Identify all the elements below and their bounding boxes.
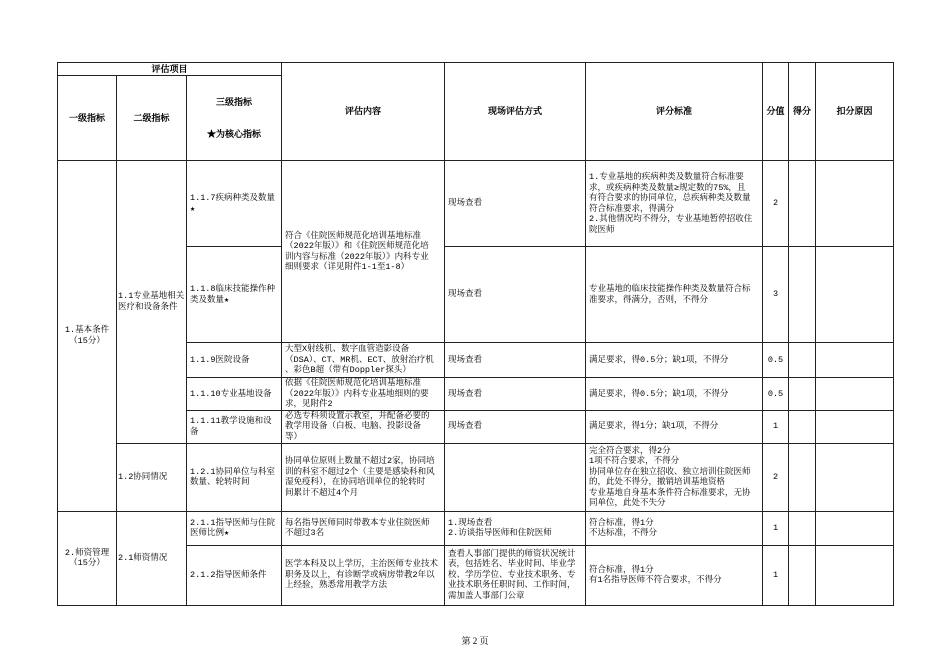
table-header xyxy=(58,63,894,161)
header-level3-indicator xyxy=(187,76,282,161)
header-row xyxy=(58,63,894,76)
header-level1-indicator: 一级指标 xyxy=(58,76,117,161)
scoring-criteria-cell: 专业基地的临床技能操作种类及数量符合标 准要求，得满分，否则，不得分 xyxy=(586,247,763,343)
scoring-criteria-cell: 符合标准，得1分 不达标准，不得分 xyxy=(586,511,763,545)
level3-indicator-cell: 1.2.1协同单位与科室 数量、轮转时间 xyxy=(187,443,282,511)
level3-indicator-cell: 1.1.10专业基地设备 xyxy=(187,378,282,411)
deduction-reason-cell xyxy=(816,511,894,545)
deduction-reason-cell xyxy=(816,410,894,443)
header-score: 得分 xyxy=(789,63,816,161)
evaluation-content-cell: 依据《住院医师规范化培训基地标准 （2022年版）》内科专业基地细则的要 求，见附件2 xyxy=(282,378,445,411)
assessment-method-cell: 现场查看 xyxy=(445,161,586,247)
points-cell: 2 xyxy=(763,161,789,247)
points-cell: 0.5 xyxy=(763,343,789,378)
score-cell xyxy=(789,545,816,605)
level2-medical-equipment-conditions: 1.1专业基地相关 医疗和设备条件 xyxy=(117,161,187,444)
evaluation-sheet xyxy=(57,62,893,606)
level1-basic-conditions: 1.基本条件 （15分） xyxy=(58,161,117,512)
evaluation-content-cell: 符合《住院医师规范化培训基地标准 （2022年版）》和《住院医师规范化培 训内容与标准（2022年版）》内科专业 细则要求（详见附件1-1至1-8） xyxy=(282,161,445,343)
header-scoring-criteria: 评分标准 xyxy=(586,63,763,161)
points-cell: 1 xyxy=(763,410,789,443)
assessment-method-cell: 现场查看 xyxy=(445,343,586,378)
score-cell xyxy=(789,378,816,411)
scoring-criteria-cell: 1.专业基地的疾病种类及数量符合标准要 求，或疾病种类及数量≥规定数的75%，且 有符合要求的协同单位，总疾病种类及数量 符合标准要求，得满分 2.其他情况均不得分，专业基地暂停招收住 院医师 xyxy=(586,161,763,247)
deduction-reason-cell xyxy=(816,443,894,511)
scoring-criteria-cell: 符合标准，得1分 有1名指导医师不符合要求，不得分 xyxy=(586,545,763,605)
header-level3-label: 三级指标 xyxy=(216,97,253,107)
deduction-reason-cell xyxy=(816,161,894,247)
header-core-indicator-note: ★为核心指标 xyxy=(207,128,262,139)
assessment-method-cell: 查看人事部门提供的师资状况统计 表，包括姓名、毕业时间、毕业学 校、学历学位、专业技术职务、专 业技术职务任职时间、工作时间， 需加盖人事部门公章 xyxy=(445,545,586,605)
header-evaluation-items: 评估项目 xyxy=(58,63,282,76)
header-level2-indicator: 二级指标 xyxy=(117,76,187,161)
score-cell xyxy=(789,410,816,443)
level3-indicator-cell: 1.1.8临床技能操作种 类及数量★ xyxy=(187,247,282,343)
table-row xyxy=(58,511,894,545)
header-assessment-method: 现场评估方式 xyxy=(445,63,586,161)
level2-collaboration: 1.2协同情况 xyxy=(117,443,187,511)
evaluation-content-cell: 大型X射线机、数字血管造影设备 （DSA）、CT、MR机、ECT、放射治疗机 、彩色B超（带有Doppler探头） xyxy=(282,343,445,378)
assessment-method-cell: 现场查看 xyxy=(445,410,586,443)
score-cell xyxy=(789,247,816,343)
points-cell: 1 xyxy=(763,545,789,605)
assessment-method-cell xyxy=(445,443,586,511)
deduction-reason-cell xyxy=(816,545,894,605)
level3-indicator-cell: 2.1.2指导医师条件 xyxy=(187,545,282,605)
scoring-criteria-cell: 满足要求，得0.5分；缺1项，不得分 xyxy=(586,343,763,378)
deduction-reason-cell xyxy=(816,378,894,411)
level3-indicator-cell: 1.1.9医院设备 xyxy=(187,343,282,378)
assessment-method-cell: 现场查看 xyxy=(445,247,586,343)
score-cell xyxy=(789,511,816,545)
evaluation-content-cell: 协同单位原则上数量不超过2家，协同培 训的科室不超过2个（主要是感染科和风 湿免疫科），在协同培训单位的轮转时 间累计不超过4个月 xyxy=(282,443,445,511)
level3-indicator-cell: 2.1.1指导医师与住院 医师比例★ xyxy=(187,511,282,545)
table-row xyxy=(58,161,894,247)
scoring-criteria-cell: 完全符合要求，得2分 1项不符合要求，不得分 协同单位存在独立招收、独立培训住院医师 的，此处不得分，撤销培训基地资格 专业基地自身基本条件符合标准要求，无协 同单位，此处不失分 xyxy=(586,443,763,511)
points-cell: 3 xyxy=(763,247,789,343)
scoring-criteria-cell: 满足要求，得0.5分；缺1项，不得分 xyxy=(586,378,763,411)
assessment-method-cell: 1.现场查看 2.访谈指导医师和住院医师 xyxy=(445,511,586,545)
deduction-reason-cell xyxy=(816,247,894,343)
table-row xyxy=(58,443,894,511)
evaluation-table xyxy=(57,62,894,606)
scoring-criteria-cell: 满足要求，得1分；缺1项，不得分 xyxy=(586,410,763,443)
assessment-method-cell: 现场查看 xyxy=(445,378,586,411)
evaluation-content-cell: 每名指导医师同时带教本专业住院医师 不超过3名 xyxy=(282,511,445,545)
points-cell: 0.5 xyxy=(763,378,789,411)
level2-faculty-status: 2.1师资情况 xyxy=(117,511,187,605)
level3-indicator-cell: 1.1.11教学设施和设备 xyxy=(187,410,282,443)
page-number: 第 2 页 xyxy=(461,636,489,646)
points-cell: 2 xyxy=(763,443,789,511)
level3-indicator-cell: 1.1.7疾病种类及数量 ★ xyxy=(187,161,282,247)
points-cell: 1 xyxy=(763,511,789,545)
evaluation-content-cell: 医学本科及以上学历，主治医师专业技术 职务及以上，有诊断学或病房带教2年以 上经验，熟悉常用教学方法 xyxy=(282,545,445,605)
level1-faculty-management: 2.师资管理 （15分） xyxy=(58,511,117,605)
score-cell xyxy=(789,161,816,247)
deduction-reason-cell xyxy=(816,343,894,378)
header-evaluation-content: 评估内容 xyxy=(282,63,445,161)
score-cell xyxy=(789,343,816,378)
evaluation-content-cell: 必选专科须设置示教室，并配备必要的 教学用设备（白板、电脑、投影设备 等） xyxy=(282,410,445,443)
header-points: 分值 xyxy=(763,63,789,161)
score-cell xyxy=(789,443,816,511)
header-deduction-reason: 扣分原因 xyxy=(816,63,894,161)
